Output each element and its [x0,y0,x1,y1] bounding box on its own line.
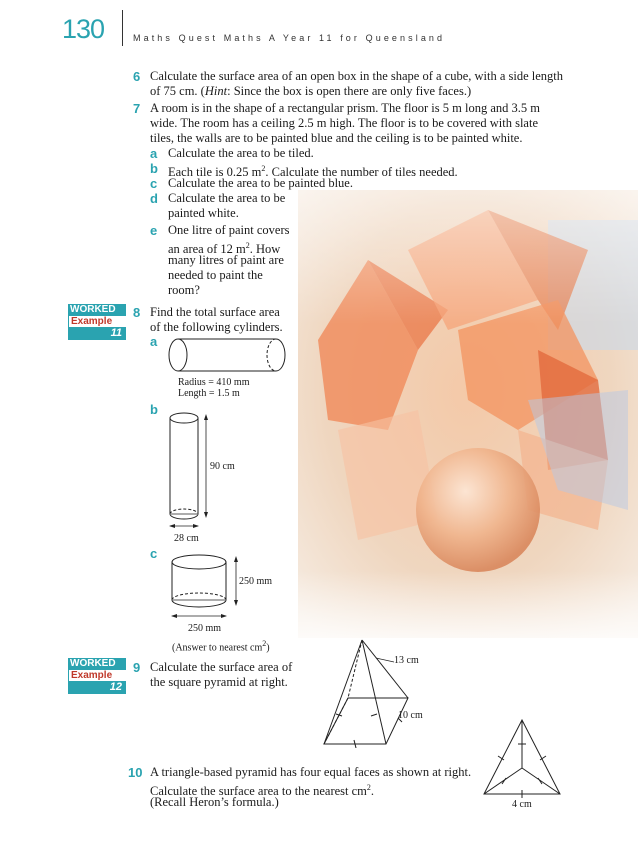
question-9-line: the square pyramid at right. [150,675,288,689]
part-letter: b [150,402,158,417]
page-number: 130 [62,14,105,44]
superscript: 2 [261,164,266,173]
question-number: 10 [128,765,143,780]
part-letter: a [150,334,158,349]
question-10-line: (Recall Heron’s formula.) [150,795,279,809]
base-side-label: 10 cm [398,710,423,721]
question-8-line: Find the total surface area [150,305,280,319]
cylinder-length-label: Length = 1.5 m [178,388,240,399]
question-number: 8 [133,305,141,320]
part-letter: c [150,546,158,561]
part-text-pre: an area of 12 m [168,242,246,257]
cylinder-radius-label: Radius = 410 mm [178,377,250,388]
superscript: 2 [245,241,250,250]
part-letter: a [150,146,158,161]
part-text: Calculate the area to be painted blue. [168,176,353,190]
cylinder-height-label: 90 cm [210,461,235,472]
part-text-post: . Calculate the number of tiles needed. [265,165,458,180]
rounding-note [172,639,270,653]
part-letter: e [150,223,158,238]
badge-number: 11 [68,327,126,340]
worked-example-badge[interactable] [68,658,126,694]
question-7-line: A room is in the shape of a rectangular prism. The floor is 5 m long and 3.5 m [150,101,540,115]
question-number: 7 [133,101,141,116]
question-7-line: tiles, the walls are to be painted blue and the ceiling is to be painted white. [150,131,523,145]
horizontal-cylinder-diagram [166,336,294,376]
badge-worked: WORKED [68,658,126,670]
note-pre: (Answer to nearest cm [172,642,263,654]
question-8-line: of the following cylinders. [150,320,283,334]
hint-label: Hint [204,84,228,98]
square-pyramid-diagram [318,636,414,748]
cylinder-diameter-label: 28 cm [174,533,199,544]
q6-text: of 75 cm. ( [150,84,205,98]
part-text: needed to paint the [168,268,263,282]
badge-number: 12 [68,681,126,694]
question-10-line: A triangle-based pyramid has four equal faces as shown at right. [150,765,472,779]
part-text: many litres of paint are [168,253,284,267]
geometric-solids-photo [298,190,638,638]
question-number: 6 [133,69,141,84]
part-text: room? [168,283,200,297]
badge-worked: WORKED [68,304,126,316]
part-text-pre: Each tile is 0.25 m [168,165,262,180]
badge-example: Example [68,316,126,327]
cylinder-diameter-label: 250 mm [188,623,222,634]
question-6-line: Calculate the surface area of an open box in the shape of a cube, with a side length [150,69,564,83]
part-letter: b [150,161,158,176]
part-letter: c [150,176,158,191]
side-length-label: 4 cm [512,799,532,810]
header-divider [122,10,123,46]
part-text-post: . How [249,242,281,257]
part-letter: d [150,191,158,206]
worked-example-badge[interactable] [68,304,126,340]
question-7-line: wide. The room has a ceiling 2.5 m high. The floor is to be covered with slate [150,116,538,130]
question-6-line [150,84,471,99]
question-9-line: Calculate the surface area of [150,660,293,674]
part-text: Calculate the area to be tiled. [168,146,314,160]
q6-text: : Since the box is open there are only five faces.) [227,84,472,98]
part-text: painted white. [168,206,239,220]
superscript: 2 [262,639,267,648]
question-number: 9 [133,660,141,675]
running-title: Maths Quest Maths A Year 11 for Queensland [133,33,446,43]
part-text: Calculate the area to be [168,191,286,205]
triangular-pyramid-diagram [478,716,566,798]
slant-height-label: 13 cm [394,655,419,666]
badge-example: Example [68,670,126,681]
squat-cylinder-diagram [166,552,246,624]
cylinder-height-label: 250 mm [239,576,273,587]
note-post: ) [266,642,270,654]
q10-text: . [370,784,375,799]
superscript: 2 [366,783,371,792]
part-text: One litre of paint covers [168,223,290,237]
q10-text: Calculate the surface area to the nearest cm [150,784,367,799]
